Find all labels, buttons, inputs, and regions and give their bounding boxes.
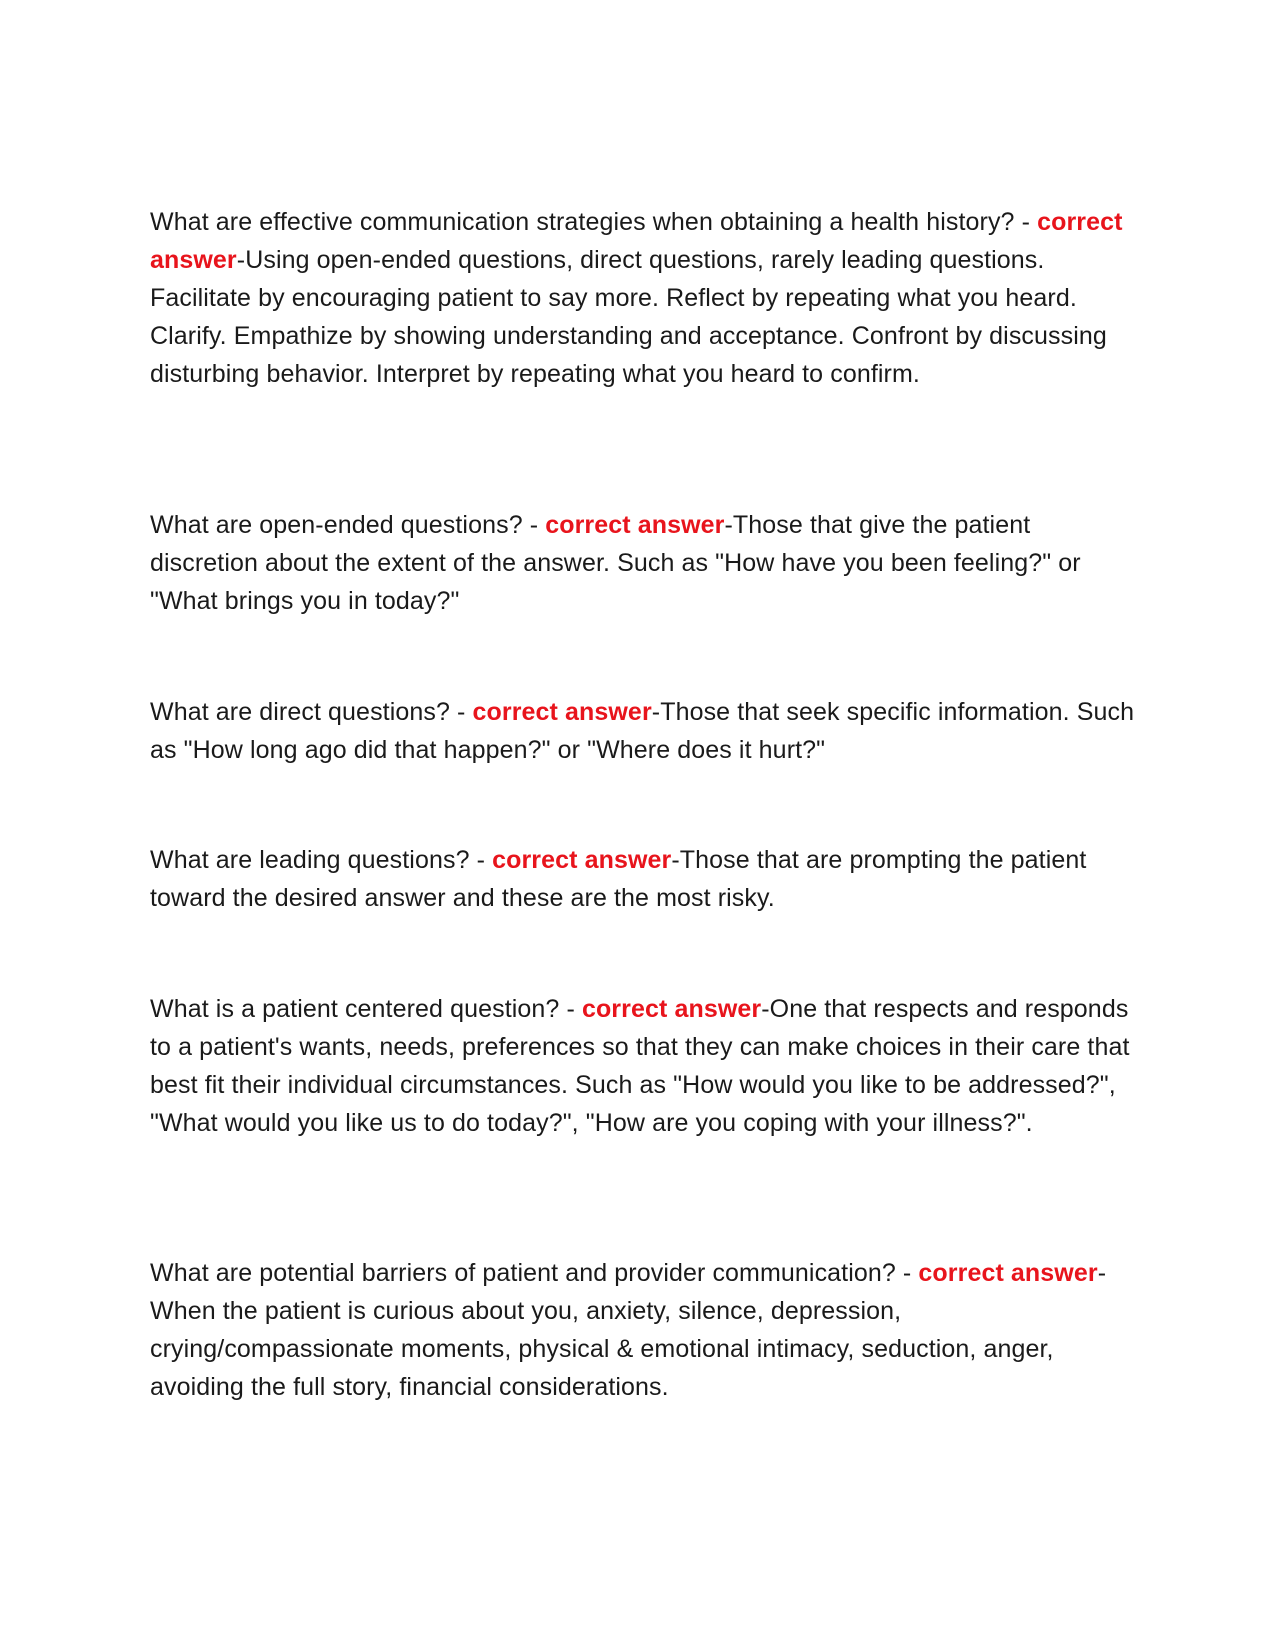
question-text: What are leading questions? -: [150, 846, 493, 874]
qa-item: [150, 693, 1140, 769]
qa-item: [150, 1254, 1140, 1406]
answer-text: -Those that seek specific information. Such as "How long ago did that happen?" or "Where does it hurt?": [150, 698, 1135, 764]
answer-text: -Those that give the patient discretion about the extent of the answer. Such as "How have you been feeling?" or "What brings you in today?": [150, 511, 1081, 615]
answer-label: correct answer: [918, 1259, 1098, 1287]
answer-label: correct answer: [581, 995, 762, 1023]
answer-label: correct answer: [150, 208, 1123, 274]
question-text: What are potential barriers of patient and provider communication? -: [150, 1259, 919, 1287]
qa-item: [150, 990, 1140, 1142]
question-text: What are effective communication strategies when obtaining a health history? -: [150, 208, 1038, 236]
answer-label: correct answer: [492, 846, 672, 874]
question-text: What are direct questions? -: [150, 698, 473, 726]
answer-label: correct answer: [545, 511, 725, 539]
answer-label: correct answer: [472, 698, 652, 726]
answer-text: -One that respects and responds to a patient's wants, needs, preferences so that they can make choices in their care that best fit their individual circumstances. Such as "How would you like to be addressed?", "What would you like us to do today?", "How are you coping with your illness?".: [150, 995, 1130, 1137]
qa-item: [150, 506, 1140, 620]
answer-text: -When the patient is curious about you, anxiety, silence, depression, crying/compassionate moments, physical & emotional intimacy, seduction, anger, avoiding the full story, financial considerations.: [150, 1259, 1107, 1401]
qa-item: [150, 841, 1140, 917]
question-text: What are open-ended questions? -: [150, 511, 546, 539]
qa-item: [150, 203, 1140, 393]
answer-text: -Those that are prompting the patient toward the desired answer and these are the most risky.: [150, 846, 1087, 912]
answer-text: -Using open-ended questions, direct questions, rarely leading questions. Facilitate by encouraging patient to say more. Reflect by repeating what you heard. Clarify. Empathize by showing understanding and acceptance. Confront by discussing disturbing behavior. Interpret by repeating what you heard to confirm.: [150, 246, 1107, 388]
question-text: What is a patient centered question? -: [150, 995, 582, 1023]
